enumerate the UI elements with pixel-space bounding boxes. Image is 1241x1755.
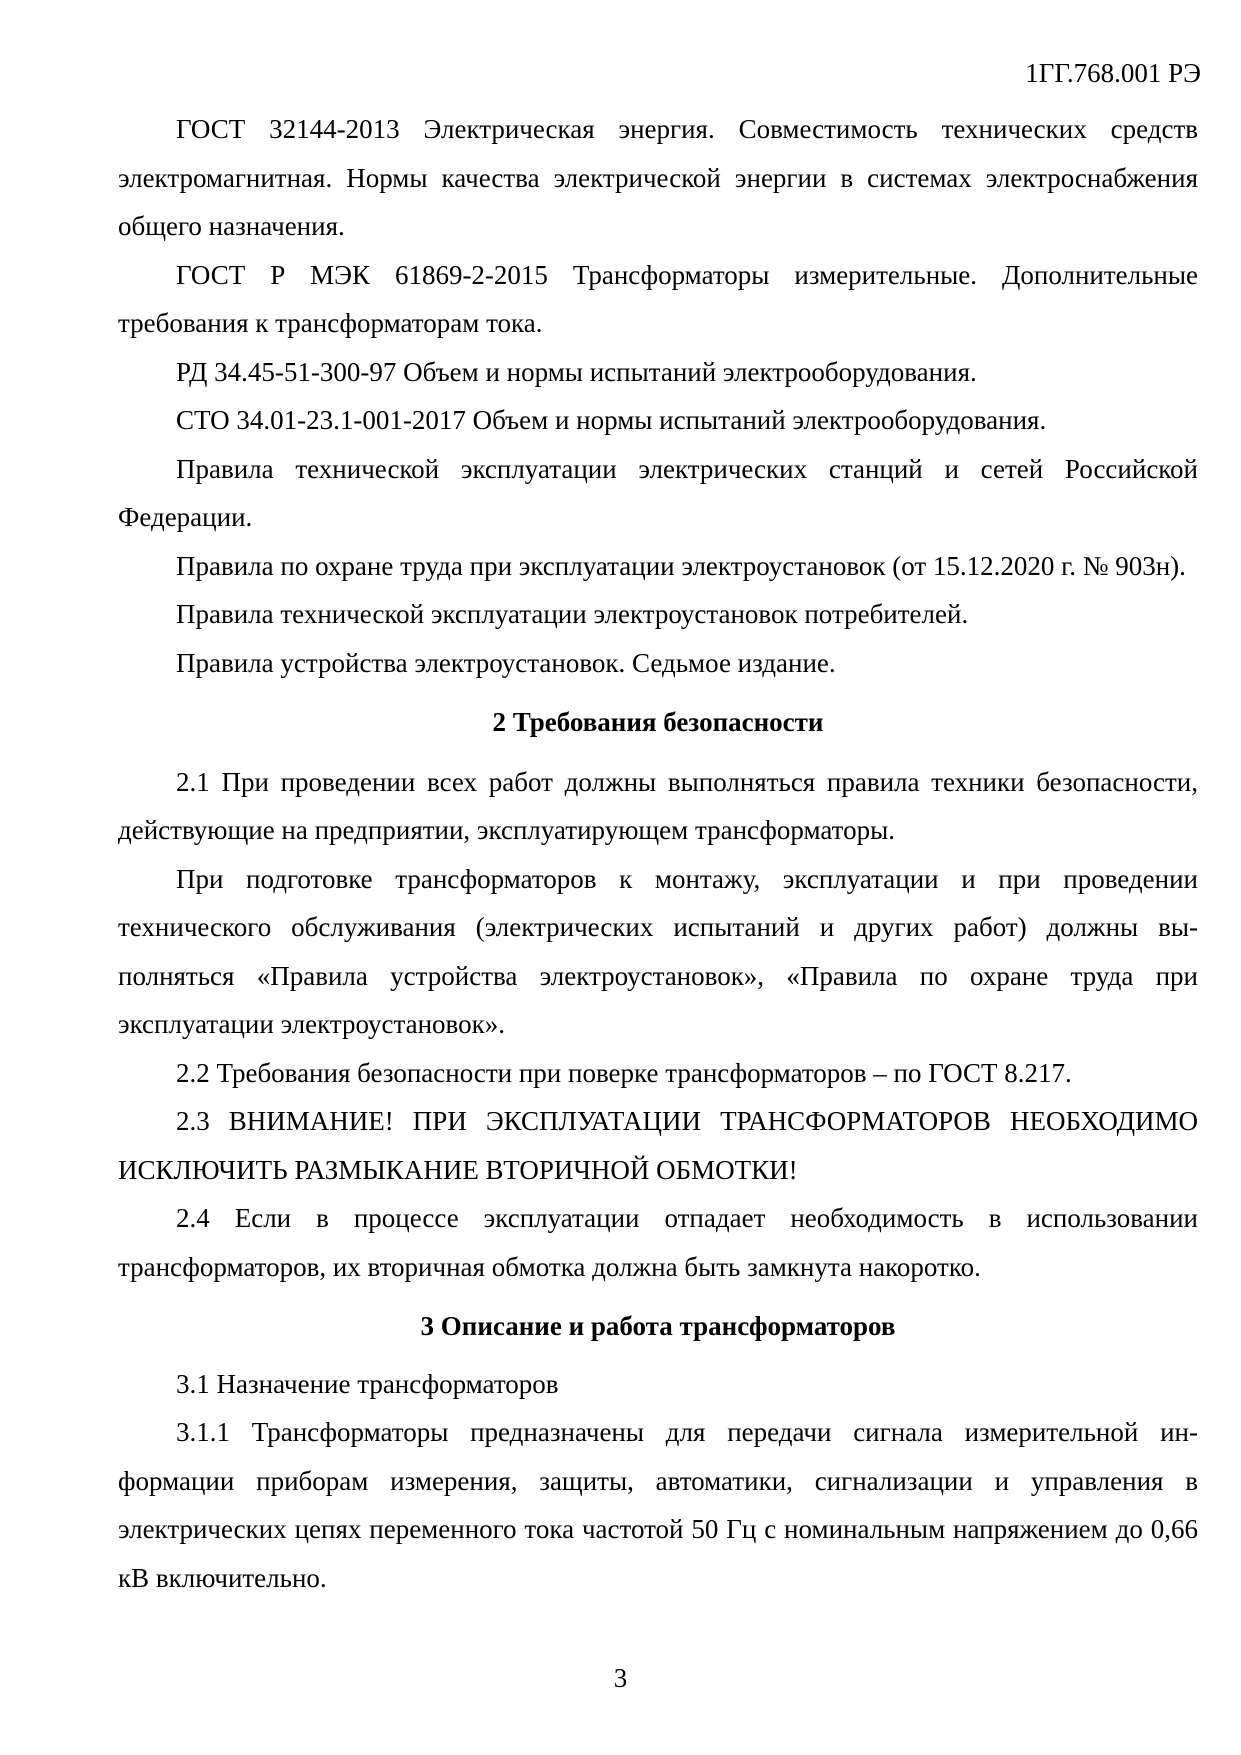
reference-item: Правила технической эксплуатации электроустановок потребителей.: [176, 599, 969, 629]
paragraph: 3.1.1 Трансформаторы предназначены для передачи сигнала измерительной информации приборам измерения, защиты, автоматики, сигнализации и управления в электрических цепях переменного тока частотой 50 Гц с номинальным напряжением до 0,66 кВ включительно.: [118, 1417, 1198, 1593]
page-content: [118, 105, 1198, 1602]
reference-item: Правила по охране труда при эксплуатации электроустановок (от 15.12.2020 г. № 903н).: [176, 550, 1186, 581]
reference-item: Правила технической эксплуатации электрических станций и сетей Российской Федерации.: [118, 453, 1198, 532]
reference-item: РД 34.45-51-300-97 Объем и нормы испытаний электрооборудования.: [176, 356, 977, 387]
page-number: 3: [613, 1663, 628, 1693]
paragraph: При подготовке трансформаторов к монтажу, эксплуатации и при проведении технического обслуживания (электрических испытаний и других работ) должны выполняться «Правила устройства электроустановок», «Правила по охране труда при эксплуатации электроустановок».: [118, 863, 1198, 1039]
section-3-heading: 3 Описание и работа трансформаторов: [420, 1311, 896, 1341]
reference-item: ГОСТ Р МЭК 61869-2-2015 Трансформаторы измерительные. Дополнительные требования к трансформаторам тока.: [118, 259, 1198, 338]
section-3-body: [118, 1360, 1198, 1603]
section-2-heading: 2 Требования безопасности: [492, 707, 824, 737]
document-code: 1ГГ.768.001 РЭ: [1025, 58, 1201, 88]
paragraph: 2.1 При проведении всех работ должны выполняться правила техники безопасности, действующие на предприятии, эксплуатирующем трансформаторы.: [118, 766, 1198, 845]
section-2-body: [118, 758, 1198, 1292]
paragraph: 2.4 Если в процессе эксплуатации отпадает необходимость в использовании трансформаторов, их вторичная обмотка должна быть замкнута накоротко.: [118, 1203, 1198, 1282]
warning-paragraph: 2.3 ВНИМАНИЕ! ПРИ ЭКСПЛУАТАЦИИ ТРАНСФОРМАТОРОВ НЕОБХОДИМО ИСКЛЮЧИТЬ РАЗМЫКАНИЕ ВТОРИЧНОЙ ОБМОТКИ!: [118, 1106, 1198, 1185]
subsection-title: 3.1 Назначение трансформаторов: [176, 1368, 559, 1399]
reference-item: СТО 34.01-23.1-001-2017 Объем и нормы испытаний электрооборудования.: [176, 405, 1047, 435]
reference-item: ГОСТ 32144-2013 Электрическая энергия. Совместимость технических средств электромагнитная. Нормы качества электрической энергии в системах электроснабжения общего назначения.: [118, 114, 1198, 241]
paragraph: 2.2 Требования безопасности при поверке трансформаторов – по ГОСТ 8.217.: [176, 1057, 1072, 1088]
reference-item: Правила устройства электроустановок. Седьмое издание.: [176, 647, 836, 678]
references-list: [118, 105, 1198, 687]
